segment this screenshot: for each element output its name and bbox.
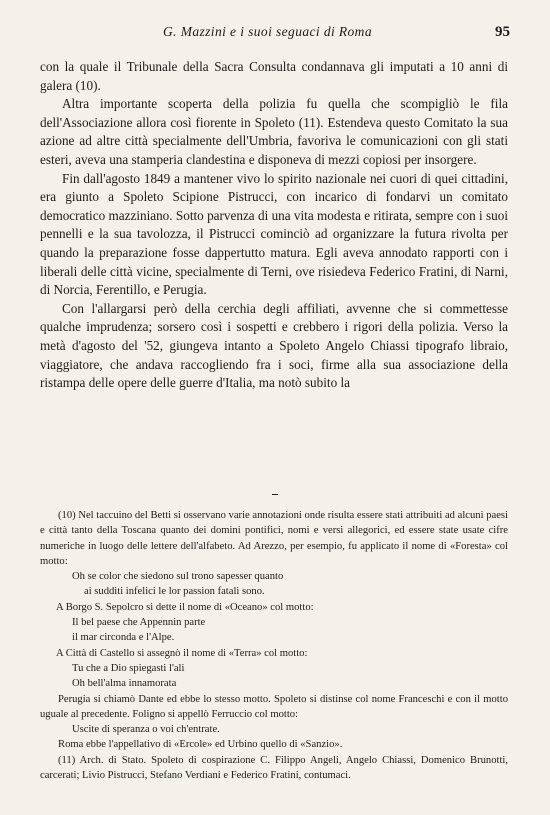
borgo-motto-line-2: il mar circonda e l'Alpe.	[72, 632, 175, 644]
foligno-motto: Uscite di speranza o voi ch'entrate.	[72, 724, 220, 736]
footnote-separator	[272, 494, 278, 495]
borgo-intro: A Borgo S. Sepolcro si dette il nome di «Oceano» col motto:	[56, 601, 314, 613]
main-text	[40, 58, 508, 393]
page-number: 95	[495, 24, 510, 40]
perugia-note: Perugia si chiamò Dante ed ebbe lo stesso motto. Spoleto si distinse col nome Franceschi e con il motto uguale al precedente. Foligno si appellò Ferruccio col motto:	[40, 693, 508, 720]
arezzo-motto-line-1: Oh se color che siedono sul trono sapesser quanto	[72, 571, 284, 583]
arezzo-motto-line-2: ai sudditi infelici le lor passion fatali sono.	[84, 586, 265, 598]
paragraph-1: con la quale il Tribunale della Sacra Consulta condannava gli imputati a 10 anni di galera (10).	[40, 59, 508, 93]
footnote-10: (10) Nel taccuino del Betti si osservano varie annotazioni onde risulta essere stati attribuiti ad alcuni paesi e città tanto della Toscana quanto dei domini pontifici, nomi e versi allegorici, ed essere state usate cifre numeriche in luogo delle lettere dell'alfabeto. Ad Arezzo, per esempio, fu applicato il nome di «Foresta» col motto:	[40, 510, 508, 567]
footnote-11: (11) Arch. di Stato. Spoleto di cospirazione C. Filippo Angeli, Angelo Chiassi, Domenico Brunotti, carcerati; Livio Pistrucci, Stefano Verdiani e Federico Fratini, contumaci.	[40, 754, 508, 782]
castello-motto-line-1: Tu che a Dio spiegasti l'ali	[72, 662, 185, 674]
paragraph-4: Con l'allargarsi però della cerchia degli affiliati, avvenne che si commettesse qualche imprudenza; sorsero così i sospetti e crebbero i rigori della polizia. Verso la metà d'agosto del '52, giungeva intanto a Spoleto Angelo Chiassi tipografo libraio, viaggiatore, che andava raccogliendo fra i soci, firme alla sua associazione della ristampa delle opere delle guerre d'Italia, ma notò subito la	[40, 300, 508, 391]
paragraph-2: Altra importante scoperta della polizia fu quella che scompigliò le fila dell'Associazione allora così fiorente in Spoleto (11). Estendeva questo Comitato la sua azione ad altre città specialmente dell'Umbria, favoriva le comunicazioni con gli stati esteri, aveva una stamperia clandestina e disponeva di mezzi copiosi per insorgere.	[40, 96, 508, 167]
castello-motto-line-2: Oh bell'alma innamorata	[72, 678, 177, 690]
running-title: G. Mazzini e i suoi seguaci di Roma	[163, 24, 372, 39]
roma-note: Roma ebbe l'appellativo di «Ercole» ed Urbino quello di «Sanzio».	[58, 739, 343, 751]
footnotes	[40, 508, 508, 783]
borgo-motto-line-1: Il bel paese che Appennin parte	[72, 617, 206, 629]
castello-intro: A Città di Castello si assegnò il nome di «Terra» col motto:	[56, 647, 308, 659]
page-header	[40, 24, 510, 46]
paragraph-3: Fin dall'agosto 1849 a mantener vivo lo spirito nazionale nei cuori di quei cittadini, era giunto a Spoleto Scipione Pistrucci, con incarico di fondarvi un comitato democratico mazziniano. Sotto parvenza di una vita modesta e ritirata, sempre con i suoi pennelli e la sua tavolozza, il Pistrucci cominciò ad organizzare la futura rivolta per quando la preparazione fosse dappertutto matura. Egli aveva annodato rapporti con i liberali delle città vicine, specialmente di Terni, ove risiedeva Federico Fratini, di Narni, di Norcia, Ferentillo, e Perugia.	[40, 170, 508, 298]
